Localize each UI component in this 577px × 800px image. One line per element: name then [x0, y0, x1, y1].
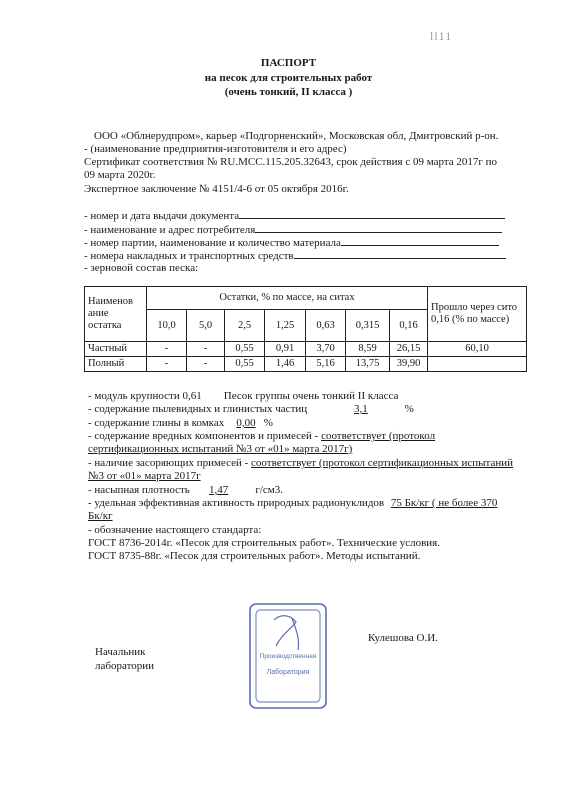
density-value: 1,47: [208, 484, 229, 496]
table-cell: 0,91: [265, 342, 306, 357]
clog-label: - наличие засоряющих примесей -: [88, 457, 249, 469]
field-waybills-label: - номера накладных и транспортных средств: [84, 250, 294, 262]
field-doc-number-label: - номер и дата выдачи документа: [84, 210, 240, 222]
dust-line: [88, 403, 414, 415]
activity-value-2: Бк/кг: [88, 510, 113, 522]
modulus-group: Песок группы очень тонкий II класса: [223, 390, 399, 402]
sieve-header: 0,16: [390, 310, 428, 342]
field-consumer-blank: [255, 222, 502, 233]
table-cell: 26,15: [390, 342, 428, 357]
signer-name: Кулешова О.И.: [368, 632, 438, 644]
field-doc-number: [84, 208, 505, 222]
certificate-line-2: 09 марта 2020г.: [84, 169, 156, 181]
table-cell: 0,55: [225, 357, 265, 372]
clay-label: - содержание глины в комках: [88, 417, 225, 429]
row-name: Полный: [85, 357, 147, 372]
grain-table: [84, 286, 527, 372]
expert-opinion: Экспертное заключение № 4151/4-6 от 05 октября 2016г.: [84, 183, 349, 195]
table-cell: 3,70: [306, 342, 346, 357]
activity-value-1: 75 Бк/кг ( не более 370: [390, 497, 498, 509]
table-cell: 0,55: [225, 342, 265, 357]
document-class: (очень тонкий, II класса ): [224, 86, 353, 98]
table-row: [85, 342, 527, 357]
sieve-header: 5,0: [187, 310, 225, 342]
table-cell: -: [187, 342, 225, 357]
field-batch: [84, 235, 499, 249]
sieve-header: 10,0: [147, 310, 187, 342]
field-batch-blank: [341, 235, 499, 246]
col-name-header: Наименов ание остатка: [85, 287, 147, 342]
dust-unit: %: [404, 403, 414, 415]
certificate-line-1: Сертификат соответствия № RU.МСС.115.205.32643, срок действия с 09 марта 2017г по: [84, 156, 498, 168]
harmful-line: [88, 430, 435, 442]
sieve-header: 2,5: [225, 310, 265, 342]
clog-value-2: №3 от «01» марта 2017г: [88, 470, 201, 482]
gost-1: ГОСТ 8736-2014г. «Песок для строительных работ». Технические условия.: [88, 537, 440, 549]
modulus-line: [88, 390, 398, 402]
table-cell: -: [147, 357, 187, 372]
table-cell: [428, 357, 527, 372]
producer-note: - (наименование предприятия-изготовителя и его адрес): [84, 143, 347, 155]
standard-label: - обозначение настоящего стандарта:: [88, 524, 262, 536]
table-cell: 39,90: [390, 357, 428, 372]
field-consumer-label: - наименование и адрес потребителя: [84, 224, 256, 236]
clay-line: [88, 417, 273, 429]
dust-label: - содержание пылевидных и глинистых частиц: [88, 403, 308, 415]
producer-line: ООО «Облнерудпром», карьер «Подгорненский», Московская обл, Дмитровский р-он.: [94, 130, 499, 142]
field-doc-number-blank: [239, 208, 505, 219]
harmful-value-1: соответствует (протокол: [321, 430, 436, 442]
density-unit: г/см3.: [255, 484, 283, 496]
harmful-value-2: сертификационных испытаний №3 от «01» марта 2017г): [88, 443, 353, 455]
activity-line: [88, 497, 497, 509]
signer-role: Начальник лаборатории: [95, 646, 155, 672]
table-cell: 8,59: [346, 342, 390, 357]
table-cell: -: [187, 357, 225, 372]
sieve-header: 1,25: [265, 310, 306, 342]
table-cell: 13,75: [346, 357, 390, 372]
grain-title: - зерновой состав песка:: [84, 262, 199, 274]
clog-value-1: соответствует (протокол сертификационных испытаний: [251, 457, 514, 469]
field-consumer: [84, 222, 502, 236]
corner-mark: ll11: [430, 29, 453, 43]
table-cell: 1,46: [265, 357, 306, 372]
field-batch-label: - номер партии, наименование и количество материала: [84, 237, 341, 249]
row-name: Частный: [85, 342, 147, 357]
table-cell: -: [147, 342, 187, 357]
sieve-header: 0,63: [306, 310, 346, 342]
document-title: ПАСПОРТ: [260, 57, 317, 69]
harmful-label: - содержание вредных компонентов и примесей -: [88, 430, 319, 442]
signature-scribble: [274, 616, 299, 650]
field-waybills-blank: [294, 248, 506, 259]
group-header: Остатки, % по массе, на ситах: [147, 287, 428, 310]
table-row: [85, 357, 527, 372]
field-waybills: [84, 248, 506, 262]
clog-line: [88, 457, 513, 469]
table-cell: 60,10: [428, 342, 527, 357]
dust-value: 3,1: [354, 403, 368, 415]
passed-header: Прошло через сито 0,16 (% по массе): [428, 287, 527, 342]
clay-unit: %: [263, 417, 273, 429]
clay-value: 0,00: [236, 417, 256, 429]
density-label: - насыпная плотность: [88, 484, 190, 496]
density-line: [88, 484, 283, 496]
gost-2: ГОСТ 8735-88г. «Песок для строительных работ». Методы испытаний.: [88, 550, 421, 562]
activity-label: - удельная эффективная активность природных радионуклидов: [88, 497, 385, 509]
stamp-text-2: Лаборатория: [266, 669, 310, 676]
sieve-header: 0,315: [346, 310, 390, 342]
laboratory-stamp: [246, 600, 330, 712]
modulus-label: - модуль крупности 0,61: [88, 390, 202, 402]
document-subtitle: на песок для строительных работ: [204, 72, 373, 84]
table-cell: 5,16: [306, 357, 346, 372]
stamp-text: Производственная: [259, 653, 317, 660]
